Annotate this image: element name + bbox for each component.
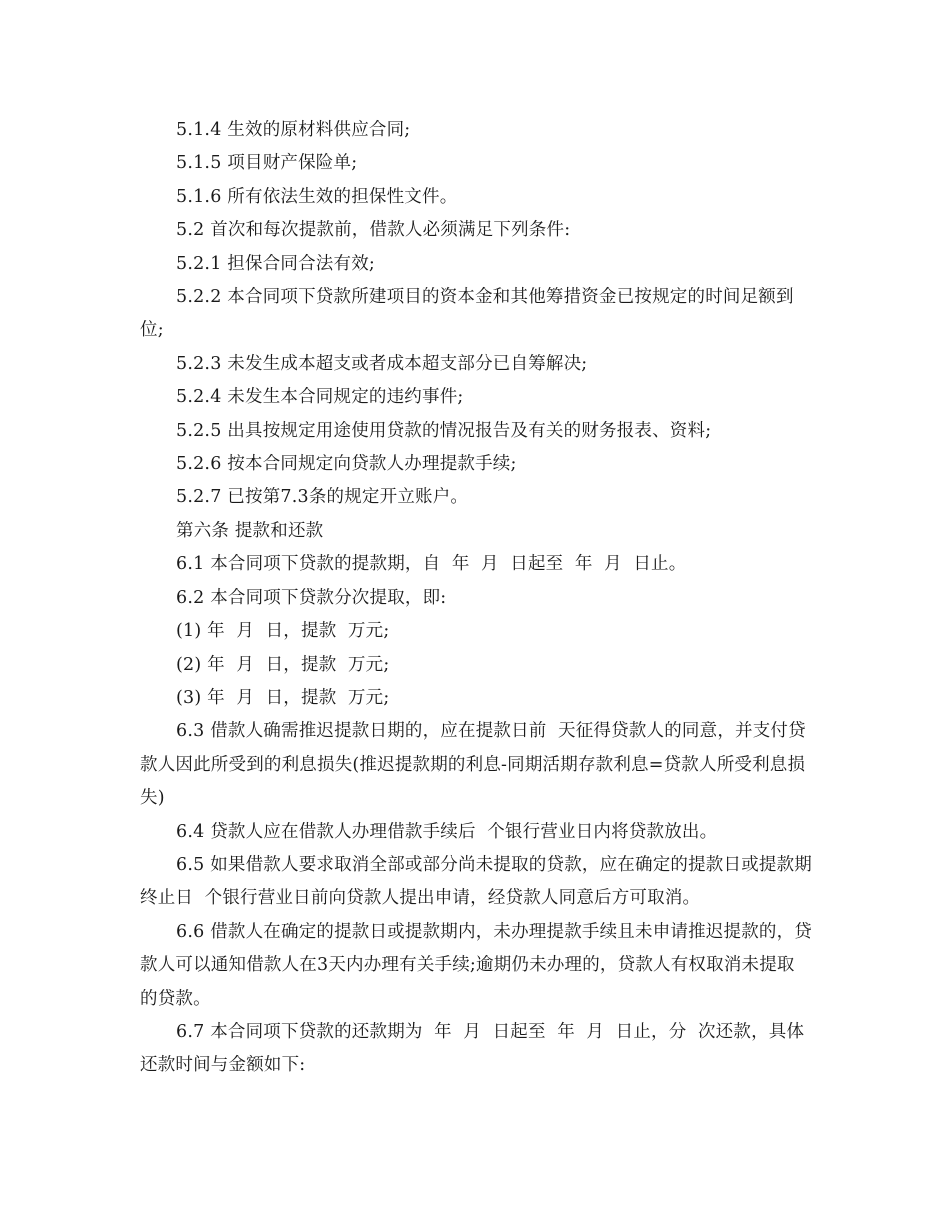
section-heading-article-6: 第六条 提款和还款: [176, 520, 324, 541]
paragraph-6-4: 6.4 贷款人应在借款人办理借款手续后 个银行营业日内将贷款放出。: [176, 821, 718, 842]
paragraph-5-1-5: 5.1.5 项目财产保险单;: [176, 153, 358, 174]
paragraph-6-3: 6.3 借款人确需推迟提款日期的，应在提款日前 天征得贷款人的同意，并支付贷款人因此所受到的利息损失(推迟提款期的利息-同期活期存款利息=贷款人所受利息损失): [140, 721, 806, 809]
paragraph-6-6: 6.6 借款人在确定的提款日或提款期内，未办理提款手续且未申请推迟提款的，贷款人可以通知借款人在3天内办理有关手续;逾期仍未办理的，贷款人有权取消未提取的贷款。: [140, 921, 812, 1009]
paragraph-6-5: 6.5 如果借款人要求取消全部或部分尚未提取的贷款，应在确定的提款日或提款期终止日 个银行营业日前向贷款人提出申请，经贷款人同意后方可取消。: [140, 854, 812, 909]
paragraph-5-2-7: 5.2.7 已按第7.3条的规定开立账户。: [176, 487, 469, 508]
paragraph-5-1-4: 5.1.4 生效的原材料供应合同;: [176, 120, 411, 140]
paragraph-5-2-4: 5.2.4 未发生本合同规定的违约事件;: [176, 387, 464, 408]
paragraph-5-1-6: 5.1.6 所有依法生效的担保性文件。: [176, 186, 458, 207]
document-body: [140, 114, 812, 1083]
paragraph-6-1: 6.1 本合同项下贷款的提款期，自 年 月 日起至 年 月 日止。: [176, 554, 687, 575]
list-item-3: (3) 年 月 日，提款 万元;: [176, 687, 390, 708]
paragraph-5-2-1: 5.2.1 担保合同合法有效;: [176, 253, 375, 274]
paragraph-5-2-2: 5.2.2 本合同项下贷款所建项目的资本金和其他筹措资金已按规定的时间足额到位;: [140, 287, 794, 341]
paragraph-5-2: 5.2 首次和每次提款前，借款人必须满足下列条件:: [176, 220, 571, 241]
paragraph-6-7: 6.7 本合同项下贷款的还款期为 年 月 日起至 年 月 日止，分 次还款，具体还款时间与金额如下:: [140, 1021, 805, 1076]
paragraph-5-2-3: 5.2.3 未发生成本超支或者成本超支部分已自筹解决;: [176, 353, 588, 374]
list-item-1: (1) 年 月 日，提款 万元;: [176, 621, 390, 642]
paragraph-5-2-6: 5.2.6 按本合同规定向贷款人办理提款手续;: [176, 454, 517, 475]
paragraph-5-2-5: 5.2.5 出具按规定用途使用贷款的情况报告及有关的财务报表、资料;: [176, 420, 712, 441]
list-item-2: (2) 年 月 日，提款 万元;: [176, 654, 390, 675]
paragraph-6-2: 6.2 本合同项下贷款分次提取，即:: [176, 587, 447, 608]
